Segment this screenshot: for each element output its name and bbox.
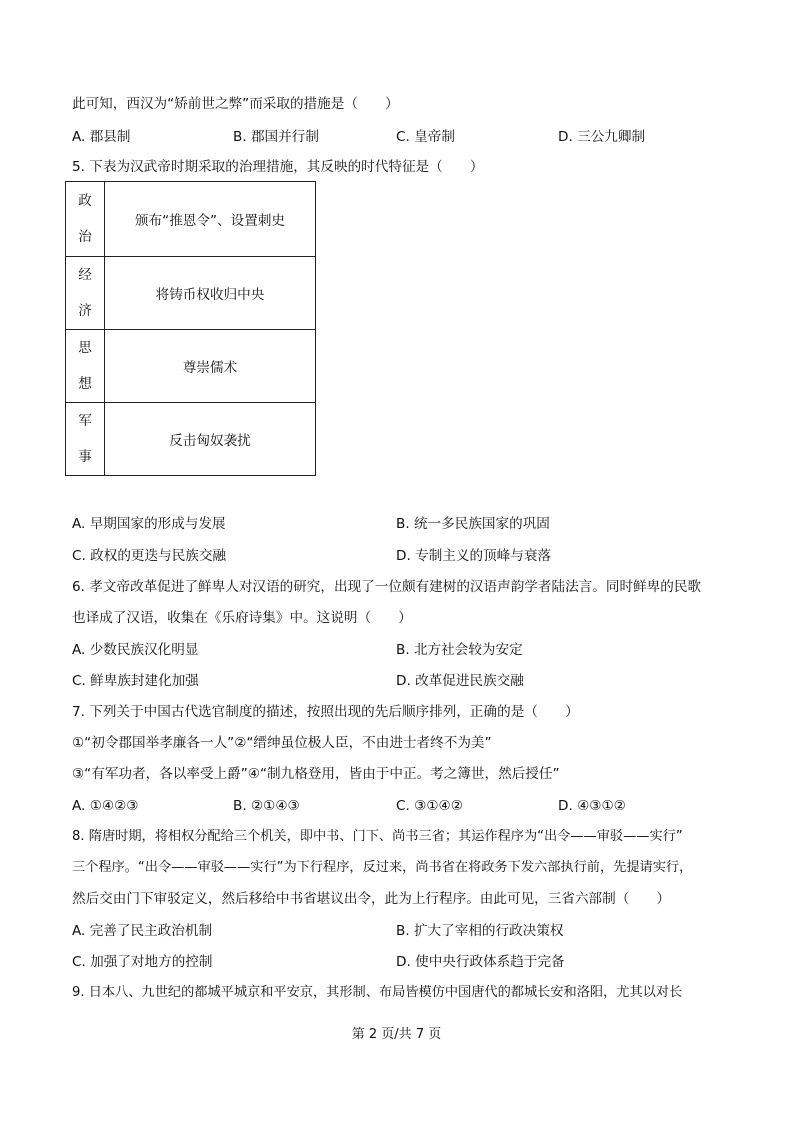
q7-option-d: D. ④③①② — [558, 798, 626, 814]
q5-option-d: D. 专制主义的顶峰与衰落 — [396, 548, 552, 564]
table-row — [66, 403, 316, 476]
q5-measures-table — [65, 181, 316, 476]
q7-option-c: C. ③①④② — [396, 798, 463, 814]
label-char: 治 — [78, 229, 92, 245]
label-char: 思 — [78, 340, 92, 356]
row-label — [66, 257, 105, 330]
row-content: 尊崇儒术 — [105, 330, 316, 403]
q6-option-b: B. 北方社会较为安定 — [396, 642, 523, 658]
table-row — [66, 182, 316, 257]
q8-option-d: D. 使中央行政体系趋于完备 — [396, 954, 565, 970]
label-char: 想 — [78, 376, 92, 392]
q6-stem-line-2: 也译成了汉语，收集在《乐府诗集》中。这说明（ ） — [72, 610, 412, 626]
label-char: 政 — [78, 193, 92, 209]
q7-items-line-1: ①“初令郡国举孝廉各一人”②“缙绅虽位极人臣，不由进士者终不为美” — [72, 735, 492, 751]
q8-option-a: A. 完善了民主政治机制 — [72, 923, 213, 939]
label-char: 济 — [78, 303, 92, 319]
row-content: 颁布“推恩令”、设置刺史 — [105, 182, 316, 257]
row-content: 反击匈奴袭扰 — [105, 403, 316, 476]
q6-option-c: C. 鲜卑族封建化加强 — [72, 673, 199, 689]
row-label — [66, 403, 105, 476]
label-char: 军 — [78, 413, 92, 429]
q8-stem-line-1: 8. 隋唐时期，将相权分配给三个机关，即中书、门下、尚书三省；其运作程序为“出令——审驳——实行” — [72, 829, 683, 844]
q6-option-a: A. 少数民族汉化明显 — [72, 642, 199, 658]
q6-stem-line-1: 6. 孝文帝改革促进了鲜卑人对汉语的研究，出现了一位颇有建树的汉语声韵学者陆法言。同时鲜卑的民歌 — [72, 579, 702, 595]
q8-option-c: C. 加强了对地方的控制 — [72, 954, 213, 970]
q4-stem: 此可知，西汉为“矫前世之弊”而采取的措施是（ ） — [72, 96, 399, 112]
q4-option-a: A. 郡县制 — [72, 129, 131, 145]
table-row — [66, 257, 316, 330]
q4-option-c: C. 皇帝制 — [396, 129, 455, 145]
q7-option-b: B. ②①④③ — [233, 798, 300, 814]
row-content: 将铸币权收归中央 — [105, 257, 316, 330]
q4-option-d: D. 三公九卿制 — [558, 129, 646, 145]
label-char: 经 — [78, 267, 92, 283]
q4-option-b: B. 郡国并行制 — [233, 129, 319, 145]
q6-option-d: D. 改革促进民族交融 — [396, 673, 524, 689]
q8-stem-line-3: 然后交由门下审驳定义，然后移给中书省堪议出令，此为上行程序。由此可见，三省六部制（ ） — [72, 891, 671, 907]
q9-stem-line-1: 9. 日本八、九世纪的都城平城京和平安京，其形制、布局皆模仿中国唐代的都城长安和洛阳，尤其以对长 — [72, 985, 683, 1000]
q5-stem: 5. 下表为汉武帝时期采取的治理措施，其反映的时代特征是（ ） — [72, 159, 484, 175]
page-footer: 第 2 页/共 7 页 — [351, 1027, 442, 1042]
row-label — [66, 182, 105, 257]
q7-stem: 7. 下列关于中国古代选官制度的描述，按照出现的先后顺序排列，正确的是（ ） — [72, 704, 579, 720]
q7-option-a: A. ①④②③ — [72, 798, 139, 814]
q8-stem-line-2: 三个程序。“出令——审驳——实行”为下行程序，反过来，尚书省在将政务下发六部执行前，先提请实行， — [72, 860, 693, 875]
q5-option-c: C. 政权的更迭与民族交融 — [72, 548, 227, 564]
q7-items-line-2: ③“有军功者，各以率受上爵”④“制九格登用，皆由于中正。考之簿世，然后授任” — [72, 766, 560, 782]
q5-option-a: A. 早期国家的形成与发展 — [72, 516, 226, 532]
label-char: 事 — [78, 449, 92, 465]
row-label — [66, 330, 105, 403]
table-row — [66, 330, 316, 403]
q5-option-b: B. 统一多民族国家的巩固 — [396, 516, 550, 532]
q8-option-b: B. 扩大了宰相的行政决策权 — [396, 923, 564, 939]
